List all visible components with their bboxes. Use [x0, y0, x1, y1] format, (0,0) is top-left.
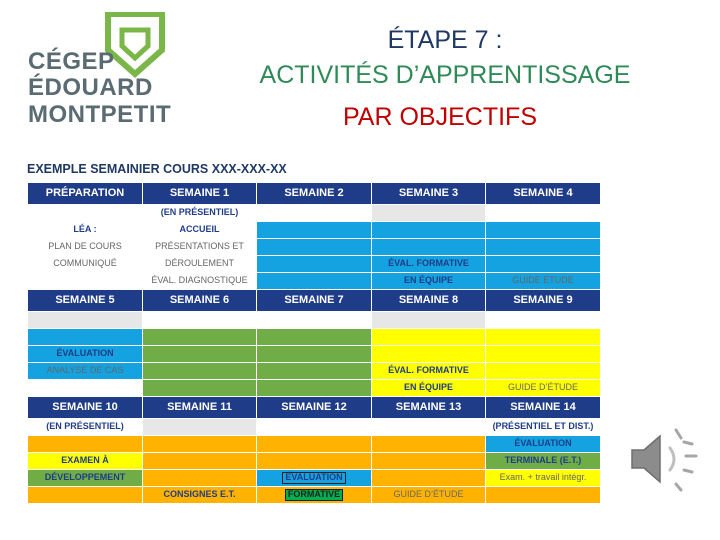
table-cell: ACCUEIL — [143, 222, 257, 239]
schedule-table — [27, 182, 601, 504]
table-row — [28, 290, 601, 312]
table-cell — [28, 380, 143, 397]
table-cell — [372, 205, 486, 222]
table-row — [28, 397, 601, 419]
table-cell — [257, 453, 372, 470]
table-cell — [372, 346, 486, 363]
formative-label: FORMATIVE — [285, 489, 343, 500]
table-cell — [257, 256, 372, 273]
logo-line-3: MONTPETIT — [28, 101, 172, 128]
table-cell — [486, 363, 601, 380]
table-cell — [372, 312, 486, 329]
table-row — [28, 183, 601, 205]
table-row — [28, 312, 601, 329]
table-cell — [257, 380, 372, 397]
header-cell: SEMAINE 6 — [143, 290, 257, 312]
table-row — [28, 256, 601, 273]
table-row — [28, 222, 601, 239]
table-cell — [486, 346, 601, 363]
table-cell — [143, 419, 257, 436]
table-cell — [143, 363, 257, 380]
table-cell: ÉVAL. FORMATIVE — [372, 363, 486, 380]
table-cell — [28, 436, 143, 453]
header-cell: SEMAINE 4 — [486, 183, 601, 205]
table-cell — [372, 239, 486, 256]
table-cell — [28, 329, 143, 346]
table-cell — [257, 329, 372, 346]
slide-title-step: ÉTAPE 7 : — [387, 26, 503, 54]
table-cell: EXAMEN À — [28, 453, 143, 470]
table-cell: EN ÉQUIPE — [372, 380, 486, 397]
table-cell: DÉVELOPPEMENT — [28, 470, 143, 487]
slide-title-sub: PAR OBJECTIFS — [342, 103, 537, 131]
table-row — [28, 453, 601, 470]
table-row — [28, 239, 601, 256]
table-row — [28, 487, 601, 504]
table-cell: GUIDE D’ÉTUDE — [372, 487, 486, 504]
table-cell: ÉVAL. DIAGNOSTIQUE — [143, 273, 257, 290]
table-cell: (EN PRÉSENTIEL) — [28, 419, 143, 436]
header-cell: SEMAINE 2 — [257, 183, 372, 205]
table-row — [28, 470, 601, 487]
table-cell: ÉVALUATION — [28, 346, 143, 363]
table-cell — [257, 487, 372, 504]
table-cell: (EN PRÉSENTIEL) — [143, 205, 257, 222]
table-cell — [486, 222, 601, 239]
header-cell: PRÉPARATION — [28, 183, 143, 205]
table-cell — [486, 329, 601, 346]
table-cell: PRÉSENTATIONS ET — [143, 239, 257, 256]
schedule-caption: EXEMPLE SEMAINIER COURS XXX-XXX-XX — [27, 162, 287, 176]
table-cell: ANALYSE DE CAS — [28, 363, 143, 380]
slide-title-main: ACTIVITÉS D’APPRENTISSAGE — [259, 61, 631, 89]
table-cell — [257, 470, 372, 487]
logo-line-1: CÉGEP — [28, 48, 115, 75]
table-cell — [143, 380, 257, 397]
table-cell — [257, 363, 372, 380]
table-cell: PLAN DE COURS — [28, 239, 143, 256]
header-cell: SEMAINE 14 — [486, 397, 601, 419]
table-cell — [257, 239, 372, 256]
table-cell — [143, 453, 257, 470]
table-cell — [257, 419, 372, 436]
table-cell — [372, 436, 486, 453]
table-cell: EN ÉQUIPE — [372, 273, 486, 290]
table-cell — [486, 239, 601, 256]
header-cell: SEMAINE 8 — [372, 290, 486, 312]
table-cell — [257, 273, 372, 290]
table-cell: TERMINALE (E.T.) — [486, 453, 601, 470]
table-cell: COMMUNIQUÉ — [28, 256, 143, 273]
evaluation-label: ÉVALUATION — [282, 472, 345, 483]
table-cell — [28, 205, 143, 222]
table-cell: ÉVALUATION — [486, 436, 601, 453]
header-cell: SEMAINE 13 — [372, 397, 486, 419]
table-row — [28, 363, 601, 380]
table-cell — [257, 222, 372, 239]
table-cell — [143, 312, 257, 329]
table-cell — [143, 329, 257, 346]
header-cell: SEMAINE 9 — [486, 290, 601, 312]
table-row — [28, 346, 601, 363]
cegep-logo — [28, 12, 172, 128]
table-cell — [486, 256, 601, 273]
table-cell — [257, 346, 372, 363]
table-cell: (PRÉSENTIEL ET DIST.) — [486, 419, 601, 436]
header-cell: SEMAINE 10 — [28, 397, 143, 419]
table-row — [28, 273, 601, 290]
table-cell — [28, 487, 143, 504]
table-cell — [143, 436, 257, 453]
header-cell: SEMAINE 12 — [257, 397, 372, 419]
table-cell — [372, 222, 486, 239]
table-cell — [372, 419, 486, 436]
table-cell — [372, 470, 486, 487]
table-row — [28, 380, 601, 397]
table-cell: Exam. + travail intégr. — [486, 470, 601, 487]
table-row — [28, 419, 601, 436]
table-cell: DÉROULEMENT — [143, 256, 257, 273]
table-cell — [372, 329, 486, 346]
header-cell: SEMAINE 5 — [28, 290, 143, 312]
table-row — [28, 436, 601, 453]
header-cell: SEMAINE 11 — [143, 397, 257, 419]
logo-line-2: ÉDOUARD — [28, 74, 153, 101]
header-cell: SEMAINE 7 — [257, 290, 372, 312]
table-cell — [143, 346, 257, 363]
table-cell — [28, 273, 143, 290]
table-cell — [372, 453, 486, 470]
table-cell — [257, 205, 372, 222]
table-cell: LÉA : — [28, 222, 143, 239]
table-cell: CONSIGNES E.T. — [143, 487, 257, 504]
table-cell — [257, 436, 372, 453]
table-cell — [486, 312, 601, 329]
speaker-icon[interactable] — [626, 424, 702, 494]
table-cell — [486, 205, 601, 222]
table-cell: ÉVAL. FORMATIVE — [372, 256, 486, 273]
table-cell — [486, 487, 601, 504]
table-row — [28, 205, 601, 222]
table-cell: GUIDE ÉTUDE — [486, 273, 601, 290]
header-cell: SEMAINE 3 — [372, 183, 486, 205]
header-cell: SEMAINE 1 — [143, 183, 257, 205]
table-cell — [143, 470, 257, 487]
table-cell — [28, 312, 143, 329]
table-row — [28, 329, 601, 346]
table-cell — [257, 312, 372, 329]
table-cell: GUIDE D’ÉTUDE — [486, 380, 601, 397]
